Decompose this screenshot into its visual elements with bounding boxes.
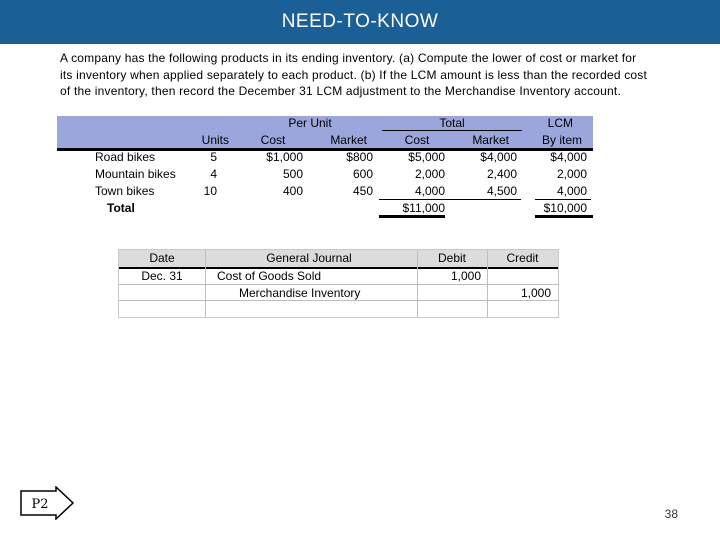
total-market-value: 4,500 — [486, 184, 517, 198]
journal-header-general-journal: General Journal — [266, 251, 352, 265]
header-unit-cost: Cost — [260, 133, 286, 147]
journal-header-debit: Debit — [437, 251, 466, 265]
problem-line: A company has the following products in its ending inventory. (a) Compute the lower of cost or market for — [60, 51, 637, 65]
product-name: Road bikes — [95, 150, 156, 164]
product-name: Town bikes — [95, 184, 155, 198]
column-divider — [205, 250, 206, 317]
lcm-value: 2,000 — [556, 167, 587, 181]
lcm-value: 4,000 — [556, 184, 587, 198]
inventory-lcm-table — [57, 116, 593, 216]
header-lcm: LCM — [547, 116, 573, 130]
total-market-value: 2,400 — [486, 167, 517, 181]
total-lcm-double-underline — [535, 215, 593, 218]
entry-credit-account: Merchandise Inventory — [239, 286, 361, 300]
header-total: Total — [439, 116, 465, 130]
product-name: Mountain bikes — [95, 167, 176, 181]
journal-header-date: Date — [149, 251, 175, 265]
entry-credit-amount: 1,000 — [520, 286, 551, 300]
learning-objective-arrow[interactable] — [20, 486, 74, 520]
problem-line: its inventory when applied separately to each product. (b) If the LCM amount is less than the recorded cost — [60, 67, 648, 82]
lcm-value: $4,000 — [550, 150, 587, 164]
total-underline — [382, 130, 522, 131]
unit-cost-value: $1,000 — [266, 150, 303, 164]
unit-cost-value: 500 — [282, 167, 303, 181]
header-by-item: By item — [541, 133, 582, 147]
grand-total-lcm: $10,000 — [543, 201, 587, 215]
units-value: 4 — [210, 167, 217, 181]
total-market-value: $4,000 — [480, 150, 517, 164]
entry-debit-amount: 1,000 — [450, 269, 481, 283]
objective-tag: P2 — [31, 497, 49, 512]
total-label: Total — [107, 201, 135, 215]
units-value: 10 — [203, 184, 217, 198]
units-value: 5 — [210, 150, 217, 164]
grand-total-cost: $11,000 — [402, 201, 445, 215]
slide-title: NEED-TO-KNOW — [0, 0, 720, 44]
total-cost-double-underline — [379, 215, 445, 218]
header-per-unit: Per Unit — [288, 116, 332, 130]
unit-market-value: $800 — [346, 150, 373, 164]
header-total-market: Market — [472, 133, 509, 147]
page-number: 38 — [664, 507, 678, 521]
unit-cost-value: 400 — [282, 184, 303, 198]
problem-line: of the inventory, then record the December 31 LCM adjustment to the Merchandise Inventory account. — [60, 84, 622, 98]
journal-header-credit: Credit — [506, 251, 539, 265]
header-total-cost: Cost — [404, 133, 430, 147]
entry-debit-account: Cost of Goods Sold — [217, 269, 322, 283]
total-cost-value: 2,000 — [414, 167, 445, 181]
header-units: Units — [201, 133, 229, 147]
unit-market-value: 450 — [352, 184, 373, 198]
header-unit-market: Market — [330, 133, 367, 147]
problem-statement — [60, 50, 690, 100]
total-cost-value: $5,000 — [408, 150, 445, 164]
general-journal — [118, 249, 559, 318]
entry-date: Dec. 31 — [141, 269, 183, 283]
unit-market-value: 600 — [352, 167, 373, 181]
total-cost-value: 4,000 — [414, 184, 445, 198]
